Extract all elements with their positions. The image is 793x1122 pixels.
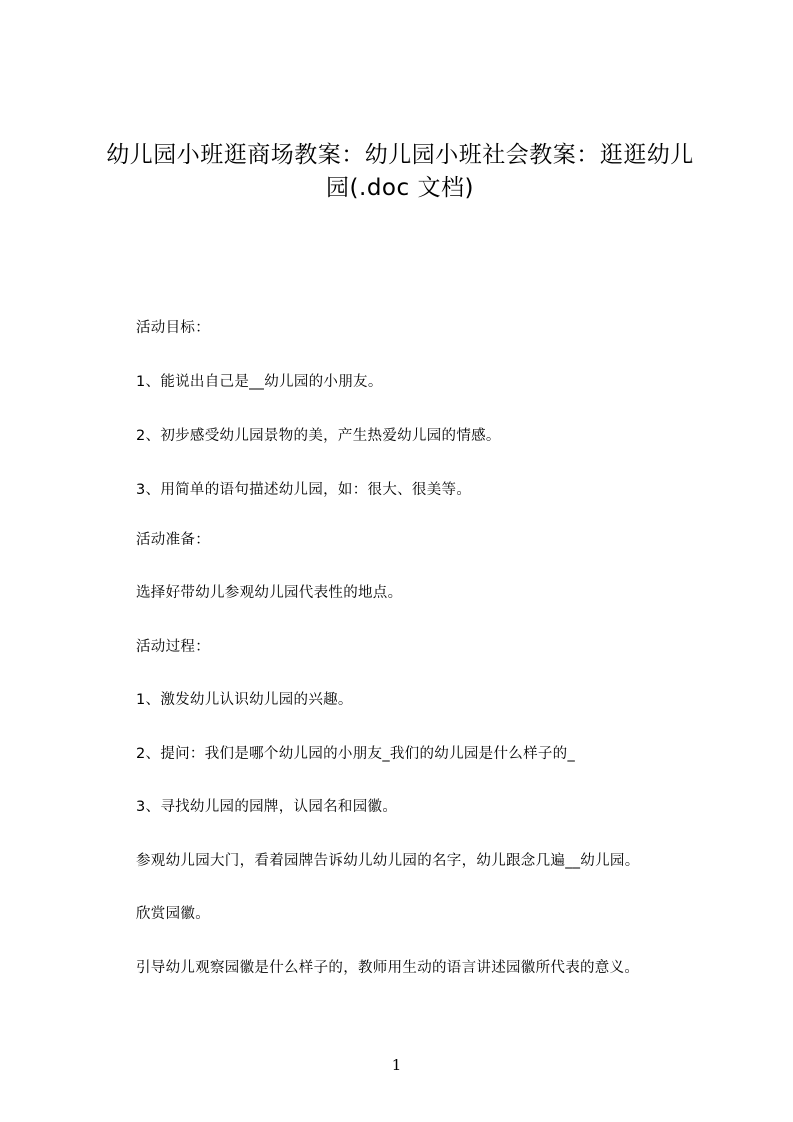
section-heading-goals: 活动目标： (136, 320, 210, 336)
emblem-guidance-text: 引导幼儿观察园徽是什么样子的，教师用生动的语言讲述园徽所代表的意义。 (136, 960, 640, 976)
visit-gate-text: 参观幼儿园大门，看着园牌告诉幼儿幼儿园的名字，幼儿跟念几遍__幼儿园。 (136, 853, 640, 869)
appreciate-emblem-text: 欣赏园徽。 (136, 906, 210, 922)
section-heading-preparation: 活动准备： (136, 532, 210, 548)
process-item-1: 1、激发幼儿认识幼儿园的兴趣。 (136, 692, 353, 708)
preparation-text: 选择好带幼儿参观幼儿园代表性的地点。 (136, 585, 403, 601)
goal-item-2: 2、初步感受幼儿园景物的美，产生热爱幼儿园的情感。 (136, 428, 501, 444)
process-item-2: 2、提问：我们是哪个幼儿园的小朋友_我们的幼儿园是什么样子的_ (136, 746, 576, 762)
goal-item-1: 1、能说出自己是__幼儿园的小朋友。 (136, 374, 383, 390)
section-heading-process: 活动过程： (136, 639, 210, 655)
document-title-line-2: 园(.doc 文档) (326, 175, 474, 201)
document-title (95, 139, 705, 205)
goal-item-3: 3、用简单的语句描述幼儿园，如：很大、很美等。 (136, 482, 472, 498)
process-item-3: 3、寻找幼儿园的园牌，认园名和园徽。 (136, 799, 398, 815)
document-title-line-1: 幼儿园小班逛商场教案：幼儿园小班社会教案：逛逛幼儿 (106, 142, 694, 168)
page-number: 1 (391, 1056, 402, 1074)
